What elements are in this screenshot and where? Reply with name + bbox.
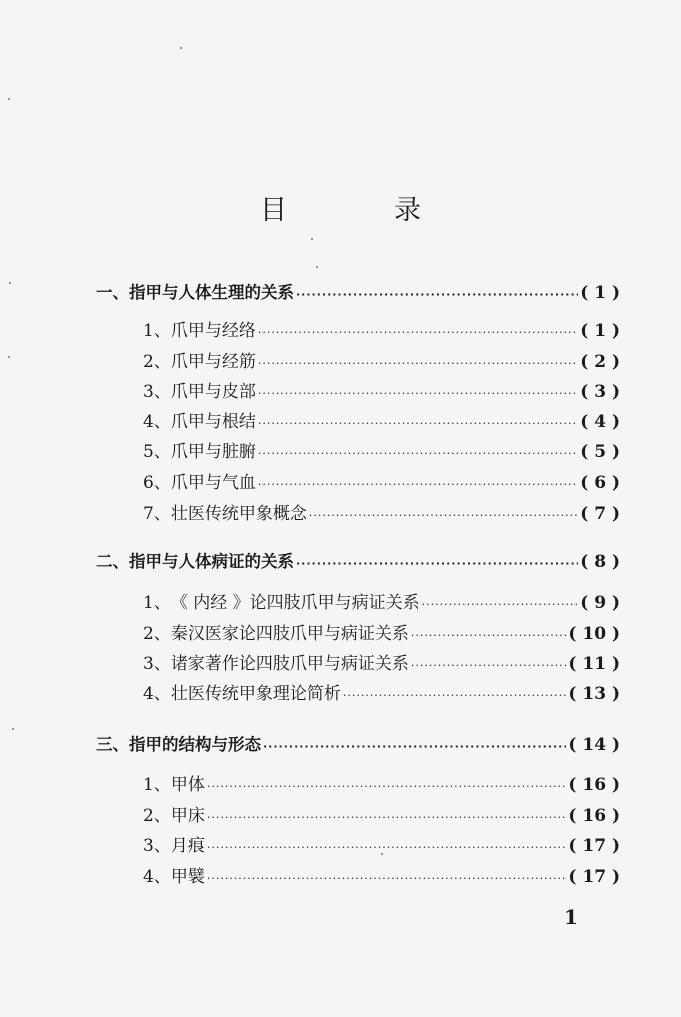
toc-item[interactable] xyxy=(143,679,620,709)
item-separator: 、 xyxy=(153,412,171,432)
section-title: 指甲的结构与形态 xyxy=(129,735,261,754)
item-number: 2 xyxy=(143,806,154,826)
dot-leader xyxy=(258,318,578,348)
section-separator: 、 xyxy=(112,735,129,754)
scan-speck xyxy=(9,282,11,284)
toc-item[interactable] xyxy=(143,831,620,861)
section-title: 指甲与人体病证的关系 xyxy=(129,552,294,571)
scan-speck xyxy=(8,98,10,100)
item-number: 1 xyxy=(143,593,154,613)
dot-leader xyxy=(258,349,578,379)
item-number: 3 xyxy=(143,654,154,674)
toc-section-1[interactable] xyxy=(96,278,620,308)
page-number: ( 10 ) xyxy=(568,624,620,644)
page-folio: 1 xyxy=(564,905,578,929)
item-separator: 、 xyxy=(153,684,171,704)
item-title: 爪甲与根结 xyxy=(170,412,256,432)
item-number: 4 xyxy=(143,412,154,432)
page-number: ( 4 ) xyxy=(580,412,620,432)
page-number: ( 2 ) xyxy=(580,352,620,372)
scan-speck xyxy=(311,238,313,240)
toc-item[interactable] xyxy=(143,316,620,346)
toc-section-3[interactable] xyxy=(96,730,620,760)
toc-item[interactable] xyxy=(143,588,620,618)
toc-item[interactable] xyxy=(143,619,620,649)
item-separator: 、 xyxy=(153,775,171,795)
item-title: 甲体 xyxy=(170,775,205,795)
item-separator: 、 xyxy=(153,624,171,644)
item-separator: 、 xyxy=(153,836,171,856)
scan-speck xyxy=(381,853,383,855)
scan-speck xyxy=(316,266,318,268)
item-title: 甲襞 xyxy=(170,867,205,887)
scan-speck xyxy=(8,356,10,358)
page-number: ( 14 ) xyxy=(568,735,620,755)
item-title: 秦汉医家论四肢爪甲与病证关系 xyxy=(170,624,409,644)
item-separator: 、 xyxy=(153,867,171,887)
item-title: 诸家著作论四肢爪甲与病证关系 xyxy=(170,654,409,674)
item-number: 1 xyxy=(143,775,154,795)
dot-leader xyxy=(309,501,578,531)
toc-item[interactable] xyxy=(143,770,620,800)
item-separator: 、 xyxy=(153,504,171,524)
dot-leader xyxy=(296,549,578,579)
page-number: ( 17 ) xyxy=(568,836,620,856)
page-number: ( 13 ) xyxy=(568,684,620,704)
item-title: 《 内经 》论四肢爪甲与病证关系 xyxy=(170,593,420,613)
toc-item[interactable] xyxy=(143,801,620,831)
page-number: ( 3 ) xyxy=(580,382,620,402)
toc-item[interactable] xyxy=(143,407,620,437)
section-separator: 、 xyxy=(112,552,129,571)
dot-leader xyxy=(258,379,578,409)
dot-leader xyxy=(207,864,567,894)
scan-speck xyxy=(180,47,182,49)
page-number: ( 5 ) xyxy=(580,442,620,462)
item-title: 爪甲与经筋 xyxy=(170,352,256,372)
page-number: ( 1 ) xyxy=(580,321,620,341)
item-separator: 、 xyxy=(153,806,171,826)
item-title: 爪甲与脏腑 xyxy=(170,442,256,462)
dot-leader xyxy=(207,772,567,802)
page-number: ( 6 ) xyxy=(580,473,620,493)
page-number: ( 11 ) xyxy=(568,654,620,674)
item-title: 甲床 xyxy=(170,806,205,826)
section-number: 一 xyxy=(96,283,113,302)
item-separator: 、 xyxy=(153,382,171,402)
dot-leader xyxy=(411,651,567,681)
page-number: ( 8 ) xyxy=(580,552,620,572)
toc-item[interactable] xyxy=(143,499,620,529)
item-title: 壮医传统甲象概念 xyxy=(170,504,307,524)
toc-item[interactable] xyxy=(143,862,620,892)
item-number: 2 xyxy=(143,352,154,372)
page-number: ( 16 ) xyxy=(568,775,620,795)
item-separator: 、 xyxy=(153,654,171,674)
dot-leader xyxy=(207,833,567,863)
dot-leader xyxy=(263,732,566,762)
item-number: 5 xyxy=(143,442,154,462)
item-title: 爪甲与皮部 xyxy=(170,382,256,402)
page-title: 目 录 xyxy=(260,195,461,226)
item-number: 3 xyxy=(143,836,154,856)
item-separator: 、 xyxy=(153,442,171,462)
dot-leader xyxy=(207,803,567,833)
item-separator: 、 xyxy=(153,473,171,493)
item-number: 2 xyxy=(143,624,154,644)
section-number: 三 xyxy=(96,735,113,754)
item-separator: 、 xyxy=(153,352,171,372)
page-number: ( 17 ) xyxy=(568,867,620,887)
item-number: 1 xyxy=(143,321,154,341)
item-title: 壮医传统甲象理论简析 xyxy=(170,684,341,704)
toc-item[interactable] xyxy=(143,437,620,467)
item-title: 爪甲与经络 xyxy=(170,321,256,341)
page-number: ( 7 ) xyxy=(580,504,620,524)
dot-leader xyxy=(258,439,578,469)
item-title: 爪甲与气血 xyxy=(170,473,256,493)
item-title: 月痕 xyxy=(170,836,205,856)
item-separator: 、 xyxy=(153,321,171,341)
dot-leader xyxy=(422,590,579,620)
page-number: ( 1 ) xyxy=(580,283,620,303)
item-number: 6 xyxy=(143,473,154,493)
toc-section-2[interactable] xyxy=(96,547,620,577)
dot-leader xyxy=(343,681,567,711)
toc-item[interactable] xyxy=(143,468,620,498)
item-number: 4 xyxy=(143,684,154,704)
item-separator: 、 xyxy=(153,593,171,613)
toc-item[interactable] xyxy=(143,377,620,407)
dot-leader xyxy=(296,280,578,310)
item-number: 3 xyxy=(143,382,154,402)
page-number: ( 16 ) xyxy=(568,806,620,826)
dot-leader xyxy=(258,470,578,500)
scan-speck xyxy=(12,728,14,730)
toc-item[interactable] xyxy=(143,649,620,679)
section-separator: 、 xyxy=(112,283,129,302)
section-number: 二 xyxy=(96,552,113,571)
dot-leader xyxy=(411,621,567,651)
dot-leader xyxy=(258,409,578,439)
section-title: 指甲与人体生理的关系 xyxy=(129,283,294,302)
item-number: 7 xyxy=(143,504,154,524)
item-number: 4 xyxy=(143,867,154,887)
toc-item[interactable] xyxy=(143,347,620,377)
page-number: ( 9 ) xyxy=(580,593,620,613)
